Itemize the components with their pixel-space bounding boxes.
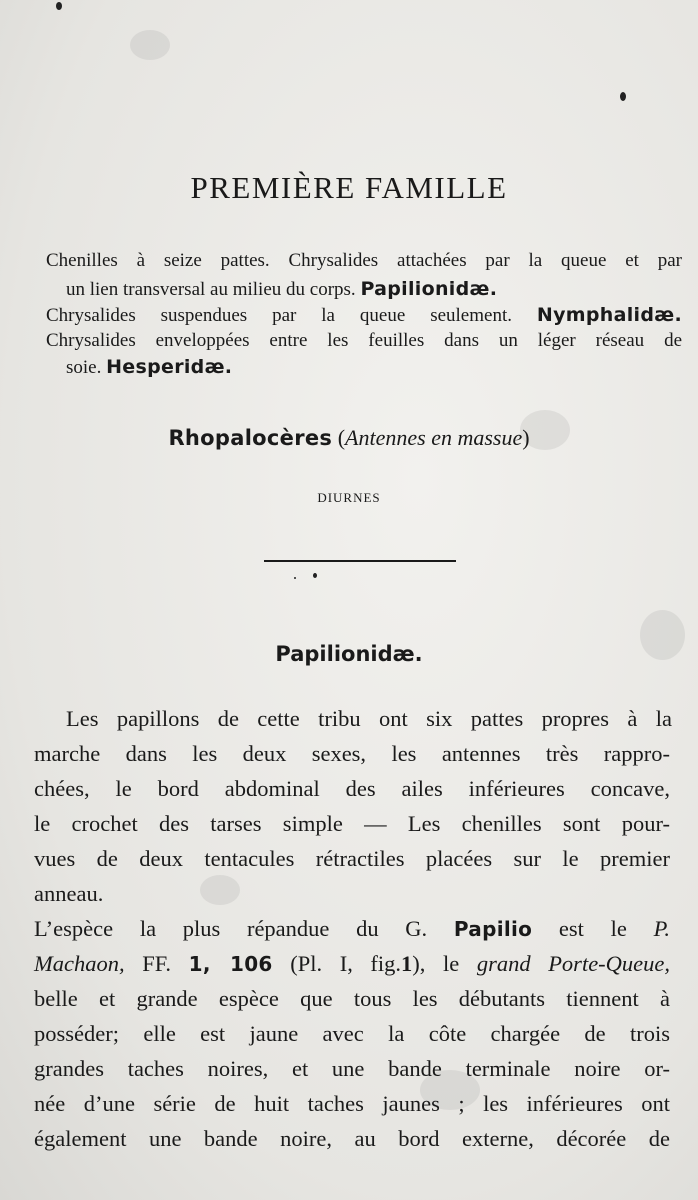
key-text: Chenilles à seize pattes. Chrysalides attachées par la queue et par (46, 250, 682, 271)
key-text: soie. (66, 357, 102, 378)
group-subtitle: DIURNES (317, 490, 381, 505)
key-text: Chrysalides enveloppées entre les feuilles dans un léger réseau de (46, 330, 682, 351)
ink-speck (56, 2, 62, 10)
species-name: Machaon, (34, 951, 125, 976)
key-text: un lien transversal au milieu du corps. (66, 279, 356, 300)
body-line (34, 915, 670, 943)
body-line: anneau. (34, 881, 104, 906)
separator-rule (264, 560, 456, 562)
body-line: née d’une série de huit taches jaunes ; les inférieures ont (34, 1091, 670, 1116)
body-text: ), le (412, 951, 460, 976)
ink-speck (313, 573, 317, 578)
ink-speck (294, 577, 296, 579)
genus-name: Papilio (453, 917, 533, 941)
figure-number: 1 (401, 951, 413, 976)
family-name: Papilionidæ. (360, 278, 498, 300)
body-line: le crochet des tarses simple — Les chenilles sont pour- (34, 811, 670, 836)
body-line: Les papillons de cette tribu ont six pattes propres à la (66, 706, 672, 731)
body-line: marche dans les deux sexes, les antennes très rappro- (34, 741, 670, 766)
key-line (46, 302, 682, 329)
body-line: chées, le bord abdominal des ailes inférieures concave, (34, 776, 670, 801)
key-line (66, 354, 232, 381)
body-line: grandes taches noires, et une bande terminale noire or- (34, 1056, 670, 1081)
body-text: FF. (142, 951, 172, 976)
key-line (46, 248, 682, 274)
paren-close: ) (522, 425, 530, 450)
family-name: Hesperidæ. (106, 356, 233, 378)
body-text: est le (558, 916, 627, 941)
body-line (34, 950, 670, 978)
group-name: Rhopalocères (168, 426, 333, 450)
family-name: Nymphalidæ. (536, 304, 682, 326)
common-name: grand Porte-Queue, (476, 951, 671, 976)
body-line: posséder; elle est jaune avec la côte chargée de trois (34, 1021, 670, 1046)
paper-stain (130, 30, 170, 60)
body-line: vues de deux tentacules rétractiles placées sur le premier (34, 846, 670, 871)
body-text: (Pl. I, fig. (290, 951, 402, 976)
key-line (46, 328, 682, 354)
group-note: Antennes en massue (345, 425, 523, 450)
paren-open: ( (337, 425, 346, 450)
species-abbrev: P. (653, 916, 671, 941)
group-heading (0, 425, 698, 451)
key-line (66, 276, 497, 303)
key-text: Chrysalides suspendues par la queue seulement. (46, 305, 512, 326)
reference-number: 1, 106 (188, 952, 273, 976)
section-heading: Papilionidæ. (275, 642, 423, 666)
body-text: L’espèce la plus répandue du G. (34, 916, 428, 941)
body-line: belle et grande espèce que tous les débutants tiennent à (34, 986, 670, 1011)
ink-speck (620, 92, 626, 101)
chapter-heading: PREMIÈRE FAMILLE (190, 170, 508, 205)
body-line: également une bande noire, au bord externe, décorée de (34, 1126, 670, 1151)
